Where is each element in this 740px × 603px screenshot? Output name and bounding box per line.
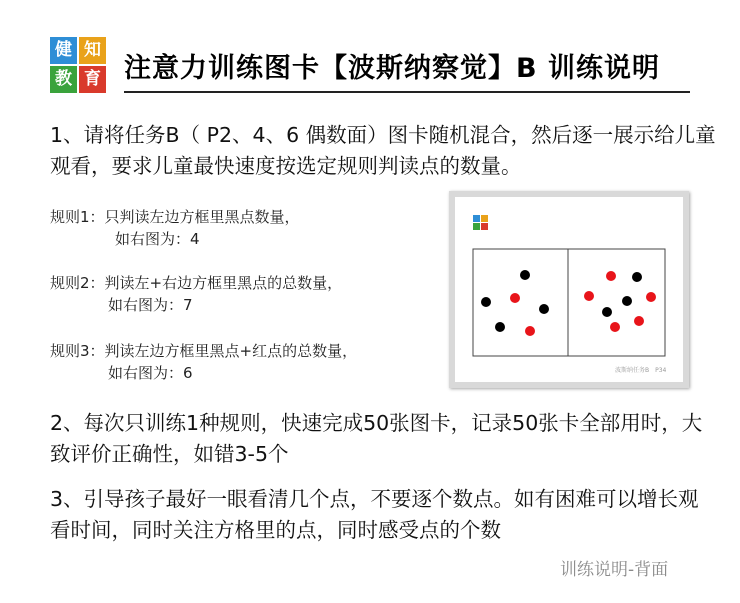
right-red-dot (584, 291, 594, 301)
right-box (568, 249, 665, 356)
logo-char-3: 教 (50, 66, 77, 93)
left-black-dot (539, 304, 549, 314)
rule-2-text: 规则2：判读左+右边方框里黑点的总数量， (50, 274, 343, 292)
right-black-dot (632, 272, 642, 282)
rule-3 (50, 340, 357, 384)
right-black-dot (602, 307, 612, 317)
instruction-2: 2、每次只训练1种规则，快速完成50张图卡，记录50张卡全部用时，大致评价正确性，如错3-5个 (50, 411, 703, 466)
instruction-3: 3、引导孩子最好一眼看清几个点，不要逐个数点。如有困难可以增长观看时间，同时关注方格里的点，同时感受点的个数 (50, 487, 699, 542)
left-black-dot (520, 270, 530, 280)
left-black-dot (495, 322, 505, 332)
right-black-dot (622, 296, 632, 306)
example-card (455, 197, 683, 382)
footer-label: 训练说明-背面 (560, 560, 669, 580)
card-figure (455, 197, 683, 382)
rule-1-text: 规则1：只判读左边方框里黑点数量， (50, 208, 300, 226)
left-red-dot (525, 326, 535, 336)
logo-char-4: 育 (79, 66, 106, 93)
left-black-dot (481, 297, 491, 307)
rule-2 (50, 272, 342, 316)
rule-2-example: 如右图为：7 (108, 296, 193, 314)
page-title: 注意力训练图卡【波斯纳察觉】B 训练说明 (124, 53, 660, 84)
rule-3-text: 规则3：判读左边方框里黑点+红点的总数量， (50, 342, 358, 360)
right-red-dot (646, 292, 656, 302)
example-card-image (449, 191, 689, 388)
card-logo-icon (473, 215, 488, 230)
rule-1-example: 如右图为：4 (115, 230, 200, 248)
logo-char-2: 知 (79, 37, 106, 64)
brand-logo (50, 37, 106, 93)
logo-char-1: 健 (50, 37, 77, 64)
rule-1 (50, 206, 300, 250)
title-underline (124, 91, 690, 93)
rule-3-example: 如右图为：6 (108, 364, 193, 382)
right-red-dot (606, 271, 616, 281)
right-red-dot (634, 316, 644, 326)
card-caption: 波斯纳任务B P34 (615, 367, 667, 374)
right-red-dot (610, 322, 620, 332)
instruction-1: 1、请将任务B（ P2、4、6 偶数面）图卡随机混合，然后逐一展示给儿童观看，要求儿童最快速度按选定规则判读点的数量。 (50, 123, 716, 178)
left-red-dot (510, 293, 520, 303)
